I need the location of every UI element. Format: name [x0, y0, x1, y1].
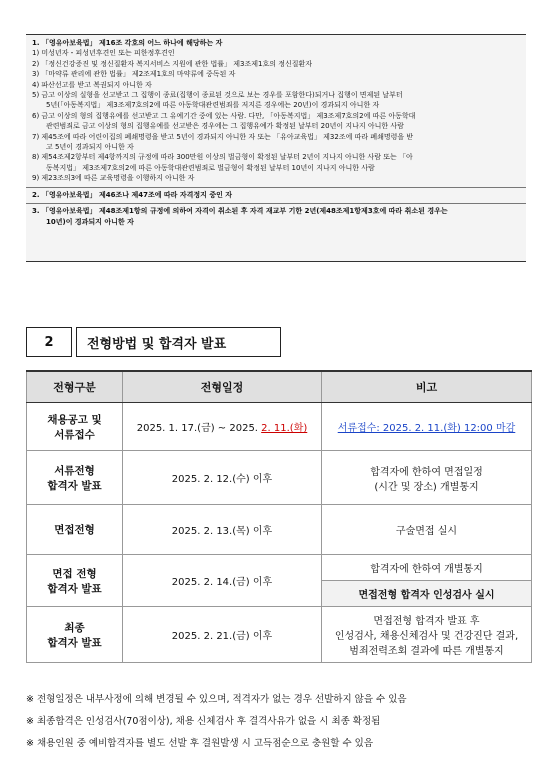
table-row — [27, 403, 532, 451]
disqualification-subitem: 3) 「마약류 관리에 관한 법률」 제2조제1호의 마약류에 중독된 자 — [32, 70, 236, 79]
schedule-cell: 2025. 2. 21.(금) 이후 — [123, 607, 322, 663]
note-text: 인성검사, 채용신체검사 및 건강진단 결과, — [334, 631, 519, 642]
stage-cell — [27, 403, 123, 451]
note-cell: 합격자에 한하여 개별통지 — [322, 555, 532, 581]
note-cell — [322, 607, 532, 663]
disqualification-item-3: 3. 「영유아보육법」 제48조제1항의 규정에 의하여 자격이 취소된 후 자격 재교부 기한 2년(제48조제1항제3호에 따라 취소된 경우는 — [32, 207, 448, 216]
stage-cell — [27, 555, 123, 607]
disqualification-subitem: 4) 파산선고를 받고 복권되지 아니한 자 — [32, 80, 152, 89]
disqualification-box — [26, 34, 526, 262]
disqualification-item-2: 2. 「영유아보육법」 제46조나 제47조에 따라 자격정지 중인 자 — [32, 190, 233, 199]
stage-label: 서류전형 — [54, 464, 95, 477]
disqualification-subitem: 5) 금고 이상의 실형을 선고받고 그 집행이 종료(집행이 종료된 것으로 보는 경우를 포함한다)되거나 집행이 면제된 날부터 — [32, 91, 403, 100]
header-schedule: 전형일정 — [123, 371, 322, 403]
stage-cell — [27, 607, 123, 663]
schedule-cell — [123, 403, 322, 451]
notes-list — [26, 689, 407, 755]
disqualification-subitem-cont: 5년(「아동복지법」 제3조제7호의2에 따른 아동학대관련범죄를 저지른 경우에는 20년)이 경과되지 아니한 자 — [46, 101, 380, 110]
divider — [26, 203, 526, 204]
stage-cell — [27, 451, 123, 505]
table-row — [27, 607, 532, 663]
note-item: ※ 채용인원 중 예비합격자를 별도 선발 후 결원발생 시 고득점순으로 충원할 수 있음 — [26, 738, 374, 749]
disqualification-item-3-cont: 10년)이 경과되지 아니한 자 — [46, 217, 134, 226]
stage-label: 최종 — [64, 621, 85, 634]
note-item: ※ 전형일정은 내부사정에 의해 변경될 수 있으며, 적격자가 없는 경우 선발하지 않을 수 있음 — [26, 694, 407, 705]
note-cell — [322, 403, 532, 451]
schedule-deadline: 2. 11.(화) — [261, 423, 308, 434]
schedule-table — [26, 370, 532, 663]
table-row — [27, 505, 532, 555]
disqualification-subitem: 1) 미성년자・피성년후견인 또는 피한정후견인 — [32, 49, 175, 58]
note-cell — [322, 451, 532, 505]
note-text: 면접전형 합격자 발표 후 — [373, 616, 480, 627]
divider — [26, 187, 526, 188]
stage-label: 합격자 발표 — [47, 636, 102, 649]
disqualification-subitem-cont: 고 5년이 경과되지 아니한 자 — [46, 143, 134, 152]
note-item: ※ 최종합격은 인성검사(70점이상), 채용 신체검사 후 결격사유가 없을 시 최종 확정됨 — [26, 716, 381, 727]
schedule-text: 2025. 1. 17.(금) ~ 2025. — [136, 423, 262, 434]
note-cell: 구술면접 실시 — [322, 505, 532, 555]
stage-label: 합격자 발표 — [47, 582, 102, 595]
schedule-cell: 2025. 2. 12.(수) 이후 — [123, 451, 322, 505]
stage-label: 채용공고 및 — [47, 413, 102, 426]
disqualification-subitem: 7) 제45조에 따라 어린이집의 폐쇄명령을 받고 5년이 경과되지 아니한 자 또는 「유아교육법」 제32조에 따라 폐쇄명령을 받 — [32, 132, 414, 141]
table-row — [27, 555, 532, 581]
disqualification-subitem: 6) 금고 이상의 형의 집행유예를 선고받고 그 유예기간 중에 있는 사람. 다만, 「아동복지법」 제3조제7호의2에 따른 아동학대 — [32, 111, 416, 120]
disqualification-subitem: 8) 제54조제2항부터 제4항까지의 규정에 따라 300만원 이상의 벌금형이 확정된 날부터 2년이 지나지 아니한 사람 또는 「아 — [32, 153, 413, 162]
stage-label: 면접 전형 — [52, 567, 97, 580]
schedule-cell: 2025. 2. 14.(금) 이후 — [123, 555, 322, 607]
stage-label: 합격자 발표 — [47, 479, 102, 492]
disqualification-subitem-cont: 동복지법」 제3조제7호의2에 따른 아동학대관련범죄로 벌금형이 확정된 날부터 10년이 지나지 아니한 사람 — [46, 163, 375, 172]
schedule-cell: 2025. 2. 13.(목) 이후 — [123, 505, 322, 555]
deadline-note: 서류접수: 2025. 2. 11.(화) 12:00 마감 — [337, 423, 516, 434]
stage-cell: 면접전형 — [27, 505, 123, 555]
disqualification-subitem-cont: 관련범죄로 금고 이상의 형의 집행유예를 선고받은 경우에는 그 집행유예가 확정된 날부터 20년이 지나지 아니한 사람 — [46, 122, 404, 131]
header-note: 비고 — [322, 371, 532, 403]
disqualification-subitem: 9) 제23조의3에 따른 교육명령을 이행하지 아니한 자 — [32, 174, 195, 183]
note-text: (시간 및 장소) 개별통지 — [374, 481, 479, 493]
section-number: 2 — [26, 327, 72, 357]
stage-label: 서류접수 — [54, 428, 95, 441]
note-text: 합격자에 한하여 면접일정 — [370, 466, 483, 478]
disqualification-item-1: 1. 「영유아보육법」 제16조 각호의 어느 하나에 해당하는 자 — [32, 39, 223, 47]
note-text: 범죄전력조회 결과에 따른 개별통지 — [349, 646, 504, 657]
note-cell-highlight: 면접전형 합격자 인성검사 실시 — [322, 581, 532, 607]
table-header-row — [27, 371, 532, 403]
section-title: 전형방법 및 합격자 발표 — [76, 327, 281, 357]
disqualification-subitem: 2) 「정신건강증진 및 정신질환자 복지서비스 지원에 관한 법률」 제3조제1호의 정신질환자 — [32, 59, 313, 68]
header-stage: 전형구분 — [27, 371, 123, 403]
table-row — [27, 451, 532, 505]
